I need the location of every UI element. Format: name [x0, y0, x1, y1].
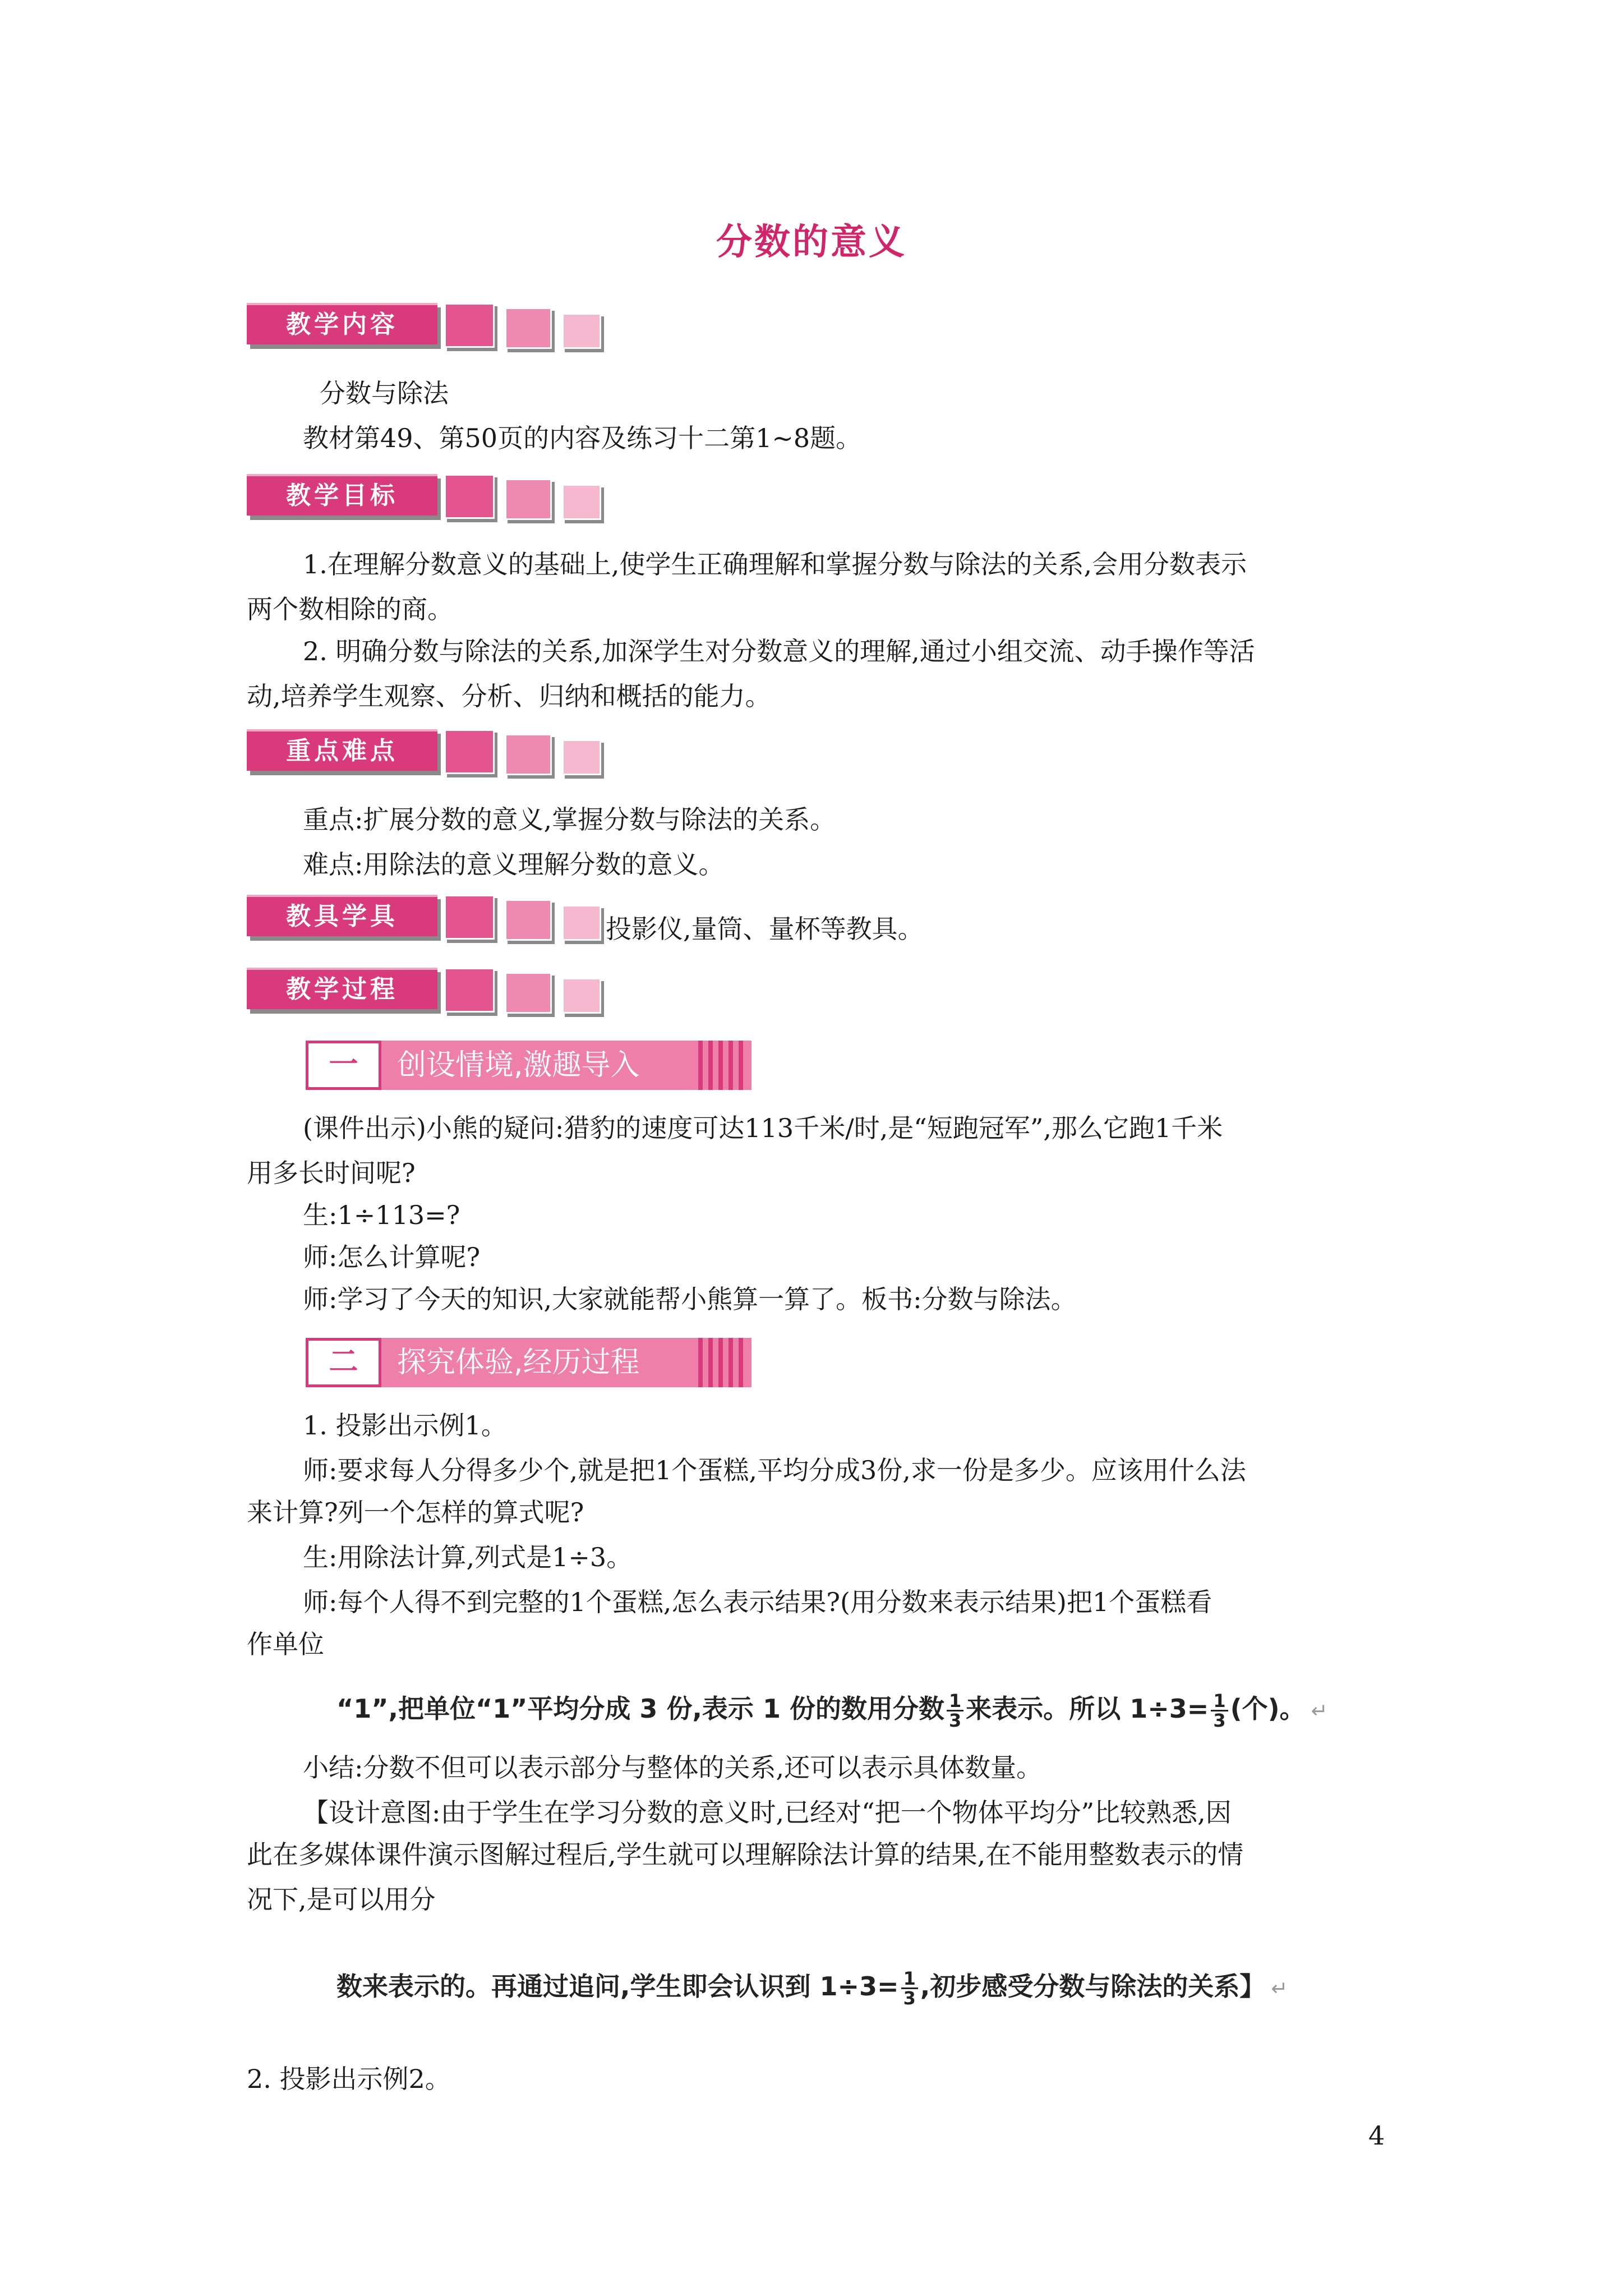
section-label: 重点难点 [247, 729, 437, 771]
decor-bar [718, 1041, 723, 1090]
paragraph: 用多长时间呢? [247, 1158, 416, 1188]
decor-bar [698, 1338, 703, 1387]
paragraph: 1.在理解分数意义的基础上,使学生正确理解和掌握分数与除法的关系,会用分数表示 [303, 549, 1247, 579]
paragraph: 2. 明确分数与除法的关系,加深学生对分数意义的理解,通过小组交流、动手操作等活 [303, 636, 1255, 666]
decor-square [505, 307, 552, 349]
fraction-numerator: 1 [901, 1970, 918, 1989]
paragraph: 师:每个人得不到完整的1个蛋糕,怎么表示结果?(用分数来表示结果)把1个蛋糕看 [303, 1587, 1212, 1617]
fraction-numerator: 1 [1211, 1692, 1228, 1711]
paragraph: 【设计意图:由于学生在学习分数的意义时,已经对“把一个物体平均分”比较熟悉,因 [303, 1797, 1232, 1828]
decor-bar [739, 1041, 743, 1090]
paragraph: 此在多媒体课件演示图解过程后,学生就可以理解除法计算的结果,在不能用整数表示的情 [247, 1839, 1244, 1870]
paragraph: 师:怎么计算呢? [303, 1242, 481, 1272]
decor-square [562, 484, 601, 520]
formula-text: 数来表示的。再通过追问,学生即会认识到 1÷3= [336, 1971, 899, 2001]
paragraph: 两个数相除的商。 [247, 594, 453, 624]
fraction-denominator: 3 [948, 1710, 962, 1731]
paragraph: 难点:用除法的意义理解分数的意义。 [303, 849, 725, 880]
step-label: 创设情境,激趣导入 [381, 1041, 751, 1090]
decor-square [444, 729, 495, 774]
page-title: 分数的意义 [716, 222, 907, 263]
decor-square [444, 303, 495, 348]
paragraph: 小结:分数不但可以表示部分与整体的关系,还可以表示具体数量。 [303, 1752, 1043, 1783]
step-number: 一 [306, 1041, 381, 1090]
paragraph: 分数与除法 [320, 378, 449, 408]
paragraph: 重点:扩展分数的意义,掌握分数与除法的关系。 [303, 804, 836, 835]
paragraph: 况下,是可以用分 [247, 1884, 436, 1915]
fraction-numerator: 1 [947, 1692, 963, 1711]
decor-square [562, 313, 601, 349]
tools-text: 投影仪,量筒、量杯等教具。 [606, 914, 924, 944]
formula-line [336, 1966, 1288, 2007]
decor-bar [708, 1338, 713, 1387]
paragraph: 来计算?列一个怎样的算式呢? [247, 1497, 584, 1527]
paragraph: 1. 投影出示例1。 [303, 1410, 507, 1441]
step-label: 探究体验,经历过程 [381, 1338, 751, 1387]
decor-square [444, 474, 495, 519]
decor-square [505, 734, 552, 775]
decor-bar [698, 1041, 703, 1090]
section-label: 教学目标 [247, 474, 437, 516]
paragraph: 动,培养学生观察、分析、归纳和概括的能力。 [247, 681, 771, 711]
formula-line [336, 1688, 1328, 1729]
paragraph: 2. 投影出示例2。 [247, 2064, 451, 2094]
decor-square [505, 478, 552, 520]
paragraph: 师:要求每人分得多少个,就是把1个蛋糕,平均分成3份,求一份是多少。应该用什么法 [303, 1455, 1246, 1485]
decor-square [444, 968, 495, 1013]
decor-square [562, 905, 601, 941]
decor-bar [708, 1041, 713, 1090]
decor-square [444, 895, 495, 940]
decor-square [562, 739, 601, 775]
section-label: 教学内容 [247, 303, 437, 344]
section-label: 教学过程 [247, 968, 437, 1009]
decor-bar [739, 1338, 743, 1387]
decor-bar [728, 1338, 733, 1387]
fraction-denominator: 3 [903, 1987, 916, 2009]
decor-square [562, 978, 601, 1014]
formula-text: 来表示。所以 1÷3= [966, 1694, 1209, 1724]
fraction [947, 1692, 963, 1729]
fraction [901, 1970, 918, 2007]
paragraph: (课件出示)小熊的疑问:猎豹的速度可达113千米/时,是“短跑冠军”,那么它跑1千米 [303, 1113, 1223, 1143]
paragraph: 师:学习了今天的知识,大家就能帮小熊算一算了。板书:分数与除法。 [303, 1284, 1077, 1314]
fraction-denominator: 3 [1213, 1710, 1226, 1731]
decor-bar [718, 1338, 723, 1387]
paragraph: 生:1÷113=? [303, 1200, 460, 1230]
return-mark-icon: ↵ [1311, 1700, 1328, 1723]
paragraph: 生:用除法计算,列式是1÷3。 [303, 1542, 633, 1572]
section-label: 教具学具 [247, 895, 437, 936]
paragraph: 教材第49、第50页的内容及练习十二第1~8题。 [303, 423, 862, 453]
paragraph: 作单位 [247, 1629, 324, 1659]
step-number: 二 [306, 1338, 381, 1387]
decor-square [505, 899, 552, 941]
formula-text: “1”,把单位“1”平均分成 3 份,表示 1 份的数用分数 [336, 1694, 944, 1724]
formula-text: (个)。 [1230, 1694, 1306, 1724]
decor-bar [728, 1041, 733, 1090]
formula-text: ,初步感受分数与除法的关系】 [920, 1971, 1266, 2001]
decor-square [505, 972, 552, 1014]
return-mark-icon: ↵ [1271, 1977, 1288, 2000]
page-number: 4 [1368, 2120, 1385, 2151]
fraction [1211, 1692, 1228, 1729]
